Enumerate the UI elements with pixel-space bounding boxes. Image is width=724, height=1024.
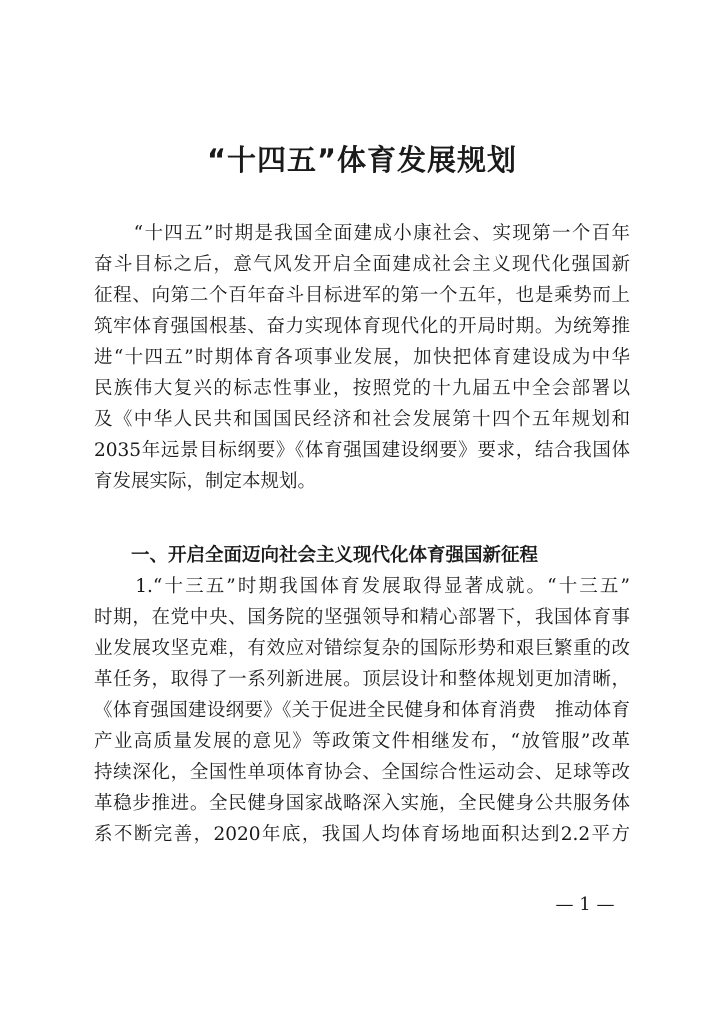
section-line-7: 持续深化，全国性单项体育协会、全国综合性运动会、足球等改 — [94, 762, 630, 783]
section-line-2: 时期，在党中央、国务院的坚强领导和精心部署下，我国体育事 — [94, 607, 630, 628]
section-line-8: 革稳步推进。全民健身国家战略深入实施，全民健身公共服务体 — [94, 793, 630, 814]
section-line-4: 革任务，取得了一系列新进展。顶层设计和整体规划更加清晰， — [94, 669, 630, 690]
section-paragraph — [94, 571, 630, 850]
intro-line-2: 奋斗目标之后，意气风发开启全面建成社会主义现代化强国新 — [94, 254, 630, 275]
section-line-3: 业发展攻坚克难，有效应对错综复杂的国际形势和艰巨繁重的改 — [94, 638, 630, 659]
section-line-5: 《体育强国建设纲要》《关于促进全民健身和体育消费 推动体育 — [94, 700, 630, 721]
section-line-9: 系不断完善，2020年底，我国人均体育场地面积达到2.2平方 — [94, 824, 630, 845]
page-title: “十四五”体育发展规划 — [206, 143, 518, 177]
section-line-1: 1.“十三五”时期我国体育发展取得显著成就。“十三五” — [94, 576, 630, 597]
page-number: — 1 — — [555, 894, 615, 915]
intro-paragraph — [94, 218, 630, 497]
intro-line-8: 2035年远景目标纲要》《体育强国建设纲要》要求，结合我国体 — [94, 440, 630, 461]
intro-line-1: “十四五”时期是我国全面建成小康社会、实现第一个百年 — [94, 223, 630, 244]
intro-line-6: 民族伟大复兴的标志性事业，按照党的十九届五中全会部署以 — [94, 378, 630, 399]
section-heading: 一、开启全面迈向社会主义现代化体育强国新征程 — [94, 545, 539, 566]
intro-line-5: 进“十四五”时期体育各项事业发展，加快把体育建设成为中华 — [94, 347, 630, 368]
intro-line-9: 育发展实际，制定本规划。 — [94, 471, 317, 492]
intro-line-4: 筑牢体育强国根基、奋力实现体育现代化的开局时期。为统筹推 — [94, 316, 630, 337]
intro-line-3: 征程、向第二个百年奋斗目标进军的第一个五年，也是乘势而上 — [94, 285, 630, 306]
intro-line-7: 及《中华人民共和国国民经济和社会发展第十四个五年规划和 — [94, 409, 630, 430]
section-line-6: 产业高质量发展的意见》等政策文件相继发布，“放管服”改革 — [94, 731, 630, 752]
